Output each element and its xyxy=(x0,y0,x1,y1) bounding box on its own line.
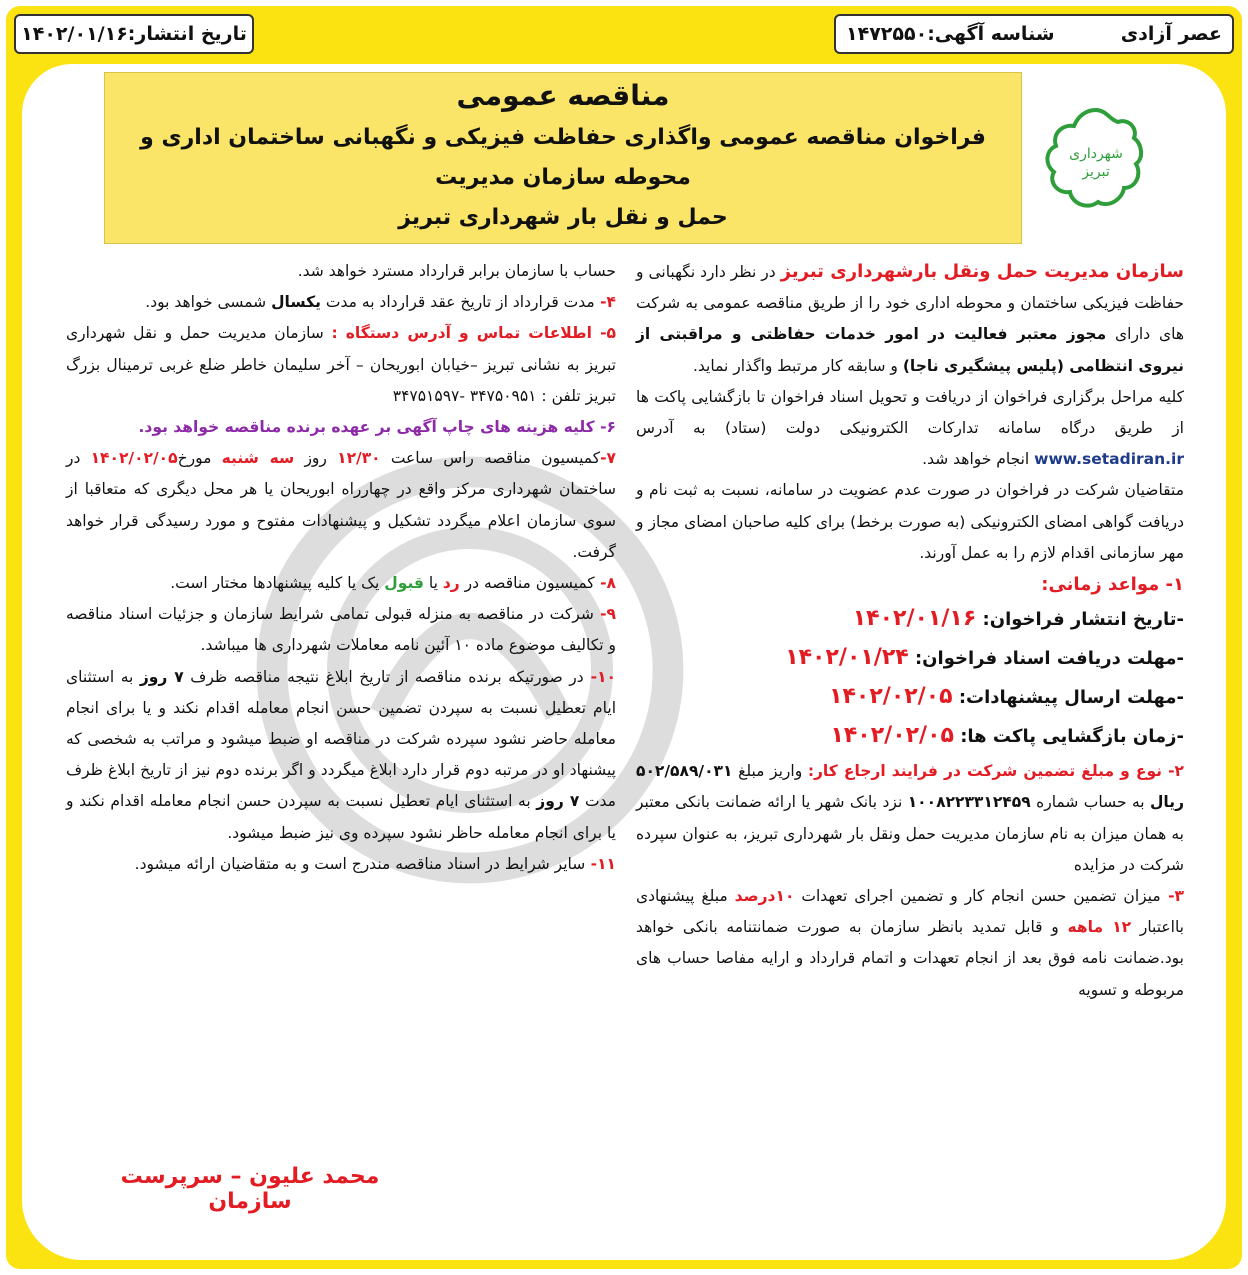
deadline-days-1: ۷ روز xyxy=(139,667,184,686)
section-1-title: ۱- مواعد زمانی: xyxy=(1041,574,1184,596)
signature: محمد علیون – سرپرست سازمان xyxy=(120,1164,380,1214)
date-receive-docs xyxy=(636,639,1184,678)
ad-id xyxy=(846,23,1055,45)
section-9 xyxy=(66,599,616,661)
logo-text-1: شهرداری xyxy=(1069,146,1123,162)
validity-months: ۱۲ ماهه xyxy=(1067,918,1132,937)
date-receive-label: -مهلت دریافت اسناد فراخوان: xyxy=(908,648,1184,670)
section-11-text: سایر شرایط در اسناد مناقصه مندرج است و به متقاضیان ارائه میشود. xyxy=(134,854,586,873)
date-receive-value: ۱۴۰۲/۰۱/۲۴ xyxy=(785,645,909,671)
publish-date-tag xyxy=(14,14,254,54)
right-column xyxy=(636,256,1184,1006)
section-3-number: ۳- xyxy=(1160,887,1184,906)
ad-id-label: شناسه آگهی: xyxy=(927,23,1055,45)
date-submit-label: -مهلت ارسال پیشنهادات: xyxy=(952,687,1184,709)
accept-word: قبول xyxy=(384,574,424,593)
commission-day: سه شنبه xyxy=(221,449,295,468)
section-9-text: شرکت در مناقصه به منزله قبولی تمامی شرایط سازمان و جزئیات اسناد مناقصه و تکالیف موضوع ماده ۱۰ آئین نامه معاملات شهرداری ها میباشد. xyxy=(66,605,616,655)
section-2-title: ۲- نوع و مبلغ تضمین شرکت در فرایند ارجاع کار: xyxy=(807,762,1184,781)
ad-id-value: ۱۴۷۲۵۵۰ xyxy=(846,23,928,45)
setadiran-link[interactable]: www.setadiran.ir xyxy=(1034,450,1184,469)
section-10-number: ۱۰- xyxy=(583,667,616,686)
section-3 xyxy=(636,881,1184,1006)
section-10 xyxy=(66,662,616,849)
section-4 xyxy=(66,287,616,318)
date-publish-value: ۱۴۰۲/۰۱/۱۶ xyxy=(852,606,977,632)
section-4-text-b: شمسی خواهد بود. xyxy=(145,293,272,312)
date-open-envelopes xyxy=(636,717,1184,756)
guarantee-percent: ۱۰درصد xyxy=(734,887,795,906)
date-publish xyxy=(636,600,1184,639)
header-subtitle-2: حمل و نقل بار شهرداری تبریز xyxy=(398,204,728,230)
municipality-logo-icon xyxy=(1040,104,1152,216)
newspaper-tag xyxy=(834,14,1234,54)
date-publish-label: -تاریخ انتشار فراخوان: xyxy=(976,609,1184,631)
account-number: ۱۰۰۸۲۲۳۳۱۲۴۵۹ xyxy=(907,793,1031,812)
section-11-number: ۱۱- xyxy=(585,854,616,873)
section-2-text-c: نزد بانک شهر یا ارائه ضمانت بانکی معتبر به همان میزان به نام سازمان مدیریت حمل ونقل بار شهرداری تبریز، به عنوان سپرده شرکت در مزایده xyxy=(636,793,1184,874)
section-7-text-b: روز xyxy=(294,449,338,468)
section-7-text-a: کمیسیون مناقصه راس ساعت xyxy=(380,449,601,468)
date-submit-offers xyxy=(636,678,1184,717)
intro-paragraph xyxy=(636,256,1184,382)
date-open-label: -زمان بازگشایی پاکت ها: xyxy=(953,726,1184,748)
commission-date: ۱۴۰۲/۰۲/۰۵ xyxy=(90,449,178,468)
section-5 xyxy=(66,318,616,412)
procedure-paragraph xyxy=(636,382,1184,476)
procedure-text-b: انجام خواهد شد. xyxy=(922,450,1035,469)
section-2-text-a: واریز مبلغ xyxy=(732,762,808,781)
section-10-text-a: در صورتیکه برنده مناقصه از تاریخ ابلاغ نتیجه مناقصه ظرف xyxy=(183,667,584,686)
publish-date-label: تاریخ انتشار: xyxy=(127,23,247,45)
section-9-number: ۹- xyxy=(593,605,616,624)
section-2-text-b: به حساب شماره xyxy=(1030,793,1150,812)
registration-paragraph: متقاضیان شرکت در فراخوان در صورت عدم عضویت در سامانه، نسبت به ثبت نام و دریافت گواهی امضای الکترونیکی (به صورت برخط) برای کلیه صاحبان امضای مجاز و مهر سازمانی اقدام لازم را به عمل آورند. xyxy=(636,481,1184,562)
section-7-text-d: در ساختمان شهرداری مرکز واقع در چهارراه ابوریحان یا هر محل دیگری که متعاقبا از سوی سازمان اعلام میگردد تشکیل و پیشنهادات مفتوح و مورد رسیدگی قرار خواهد گرفت. xyxy=(66,449,616,561)
section-3-text-a: میزان تضمین حسن انجام کار و تضمین اجرای تعهدات xyxy=(794,887,1161,906)
header-subtitle-1: فراخوان مناقصه عمومی واگذاری حفاظت فیزیکی و نگهبانی ساختمان اداری و محوطه سازمان مدیریت xyxy=(140,124,986,190)
section-8-text-b: یا xyxy=(423,574,443,593)
procedure-text-a: کلیه مراحل برگزاری فراخوان از دریافت و تحویل اسناد فراخوان تا بازگشایی پاکت ها از طریق درگاه سامانه تدارکات الکترونیکی دولت (ستاد) به آدرس xyxy=(636,387,1184,438)
section-4-number: ۴- xyxy=(594,293,616,312)
contract-duration: یکسال xyxy=(271,293,321,312)
commission-time: ۱۲/۳۰ xyxy=(337,449,381,468)
left-column xyxy=(66,256,616,880)
section-7 xyxy=(66,443,616,568)
section-8-text-a: کمیسیون مناقصه در xyxy=(459,574,595,593)
page-title: مناقصه عمومی xyxy=(456,78,670,112)
date-submit-value: ۱۴۰۲/۰۲/۰۵ xyxy=(829,684,953,710)
section-8-number: ۸- xyxy=(594,574,616,593)
header-banner xyxy=(104,72,1022,244)
section-7-number: ۷- xyxy=(600,449,617,468)
newspaper-name: عصر آزادی xyxy=(1120,23,1222,45)
guarantee-amount: ۵۰۲/۵۸۹/۰۳۱ ریال xyxy=(636,762,1184,812)
section-10-text-b: به استثنای ایام تعطیل نسبت به سپردن تضمین حسن انجام معامله اقدام نکند و یا برای انجام معامله حاضر نشود سپرده شرکت در مناقصه او ضبط میشود و مراتب به شخصی که پیشنهاد او در مرتبه دوم قرار دارد ابلاغ میگردد و اگر برنده دوم نیز از تاریخ ابلاغ ظرف مدت xyxy=(66,667,616,811)
intro-text-bold: مجوز معتبر فعالیت در امور خدمات حفاظتی و مراقبتی از نیروی انتظامی (پلیس پیشگیری ناجا) xyxy=(636,325,1184,375)
section-4-text-a: مدت قرارداد از تاریخ عقد قرارداد به مدت xyxy=(321,293,595,312)
section-2 xyxy=(636,756,1184,881)
section-3-text-b: مبلغ پیشنهادی بااعتبار xyxy=(636,887,1184,937)
logo-text-2: تبریز xyxy=(1082,164,1110,180)
reject-word: رد xyxy=(442,574,460,593)
section-6: ۶- کلیه هزینه های چاپ آگهی بر عهده برنده مناقصه خواهد بود. xyxy=(138,418,616,437)
return-deposit-line: حساب با سازمان برابر قرارداد مسترد خواهد شد. xyxy=(297,262,616,280)
intro-text-a: در نظر دارد نگهبانی و حفاظت فیزیکی ساختمان و محوطه اداری خود را از طریق مناقصه عمومی به شرکت های دارای xyxy=(636,263,1184,344)
section-8 xyxy=(66,568,616,599)
org-name: سازمان مدیریت حمل ونقل بارشهرداری تبریز xyxy=(780,261,1184,282)
section-7-text-c: مورخ xyxy=(177,449,222,468)
intro-text-c: و سابقه کار مرتبط واگذار نماید. xyxy=(692,356,903,375)
contact-info: سازمان مدیریت حمل و نقل شهرداری تبریز به نشانی تبریز –خیابان ابوریحان – آخر سلیمان خاطر ضلع غربی ترمینال بزرگ تبریز تلفن : ۳۴۷۵۰۹۵۱ -۳۴۷۵۱۵۹۷ xyxy=(66,324,616,405)
section-5-title: ۵- اطلاعات تماس و آدرس دستگاه : xyxy=(331,324,616,343)
section-11 xyxy=(66,849,616,880)
section-10-text-c: به استثنای ایام تعطیل نسبت به سپردن حسن انجام معامله اقدام نکند و یا برای انجام معامله حاظر نشود سپرده وی نیز ضبط میشود. xyxy=(66,792,616,842)
publish-date-value: ۱۴۰۲/۰۱/۱۶ xyxy=(21,23,128,45)
section-8-text-c: یک یا کلیه پیشنهادها مختار است. xyxy=(170,574,385,593)
deadline-days-2: ۷ روز xyxy=(536,792,580,811)
date-open-value: ۱۴۰۲/۰۲/۰۵ xyxy=(830,723,954,749)
section-3-text-c: و قابل تمدید بانظر سازمان به صورت ضمانتنامه بانکی خواهد بود.ضمانت نامه فوق بعد از انجام تعهدات و اتمام قرارداد و ارایه مفاصا حساب های مربوطه و تسویه xyxy=(636,918,1184,999)
